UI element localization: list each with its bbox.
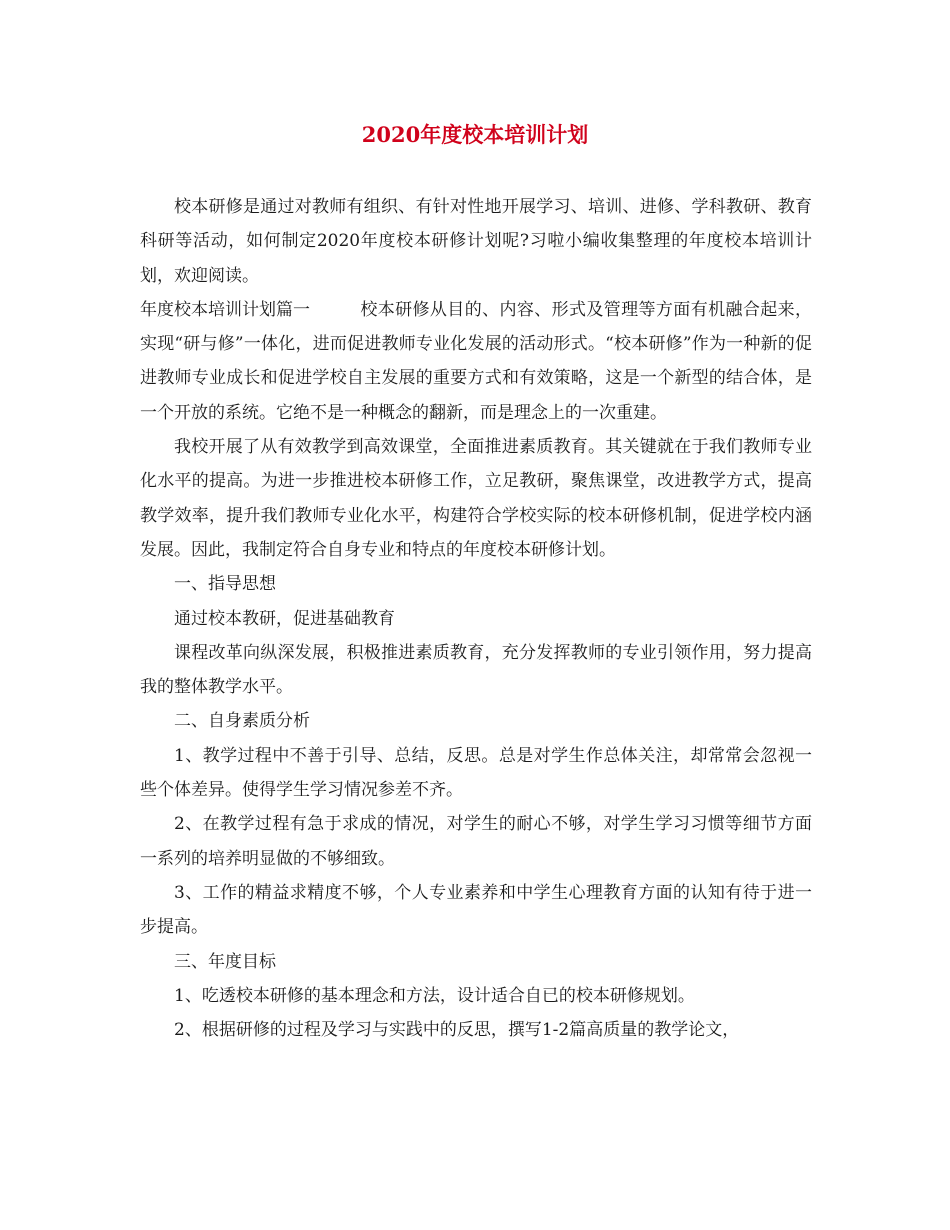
section2-heading: 二、自身素质分析: [174, 711, 310, 732]
section3-item: 1、吃透校本研修的基本理念和方法，设计适合自已的校本研修规划。: [174, 985, 695, 1006]
part1-text: 校本研修从目的、内容、形式及管理等方面有机融合起来，实现“研与修”一体化，进而促进教师专业化发展的活动形式。“校本研修”作为一种新的促进教师专业成长和促进学校自主发展的重要方式和有效策略，这是一个新型的结合体，是一个开放的系统。它绝不是一种概念的翻新，而是理念上的一次重建。: [140, 299, 812, 423]
section2-item: 3、工作的精益求精度不够，个人专业素养和中学生心理教育方面的认知有待于进一步提高。: [140, 882, 812, 938]
document-title: 2020年度校本培训计划: [361, 122, 589, 147]
intro-paragraph: 校本研修是通过对教师有组织、有针对性地开展学习、培训、进修、学科教研、教育科研等活动，如何制定2020年度校本研修计划呢?习啦小编收集整理的年度校本培训计划，欢迎阅读。: [140, 197, 812, 286]
document-body: [140, 190, 812, 1047]
section1-line2: 课程改革向纵深发展，积极推进素质教育，充分发挥教师的专业引领作用，努力提高我的整体教学水平。: [140, 642, 812, 698]
section2-item: 1、教学过程中不善于引导、总结，反思。总是对学生作总体关注，却常常会忽视一些个体差异。使得学生学习情况参差不齐。: [140, 745, 812, 801]
part1-paragraph: [140, 293, 812, 430]
section3-item: 2、根据研修的过程及学习与实践中的反思，撰写1-2篇高质量的教学论文，: [174, 1020, 740, 1041]
section1-line1: 通过校本教研，促进基础教育: [174, 608, 395, 629]
school-paragraph: 我校开展了从有效教学到高效课堂，全面推进素质教育。其关键就在于我们教师专业化水平的提高。为进一步推进校本研修工作，立足教研，聚焦课堂，改进教学方式，提高教学效率，提升我们教师专业化水平，构建符合学校实际的校本研修机制，促进学校内涵发展。因此，我制定符合自身专业和特点的年度校本研修计划。: [140, 437, 812, 560]
part1-heading: 年度校本培训计划篇一: [140, 299, 310, 320]
section2-item: 2、在教学过程有急于求成的情况，对学生的耐心不够，对学生学习习惯等细节方面一系列的培养明显做的不够细致。: [140, 814, 812, 869]
section3-heading: 三、年度目标: [174, 951, 276, 972]
section1-heading: 一、指导思想: [174, 574, 276, 595]
